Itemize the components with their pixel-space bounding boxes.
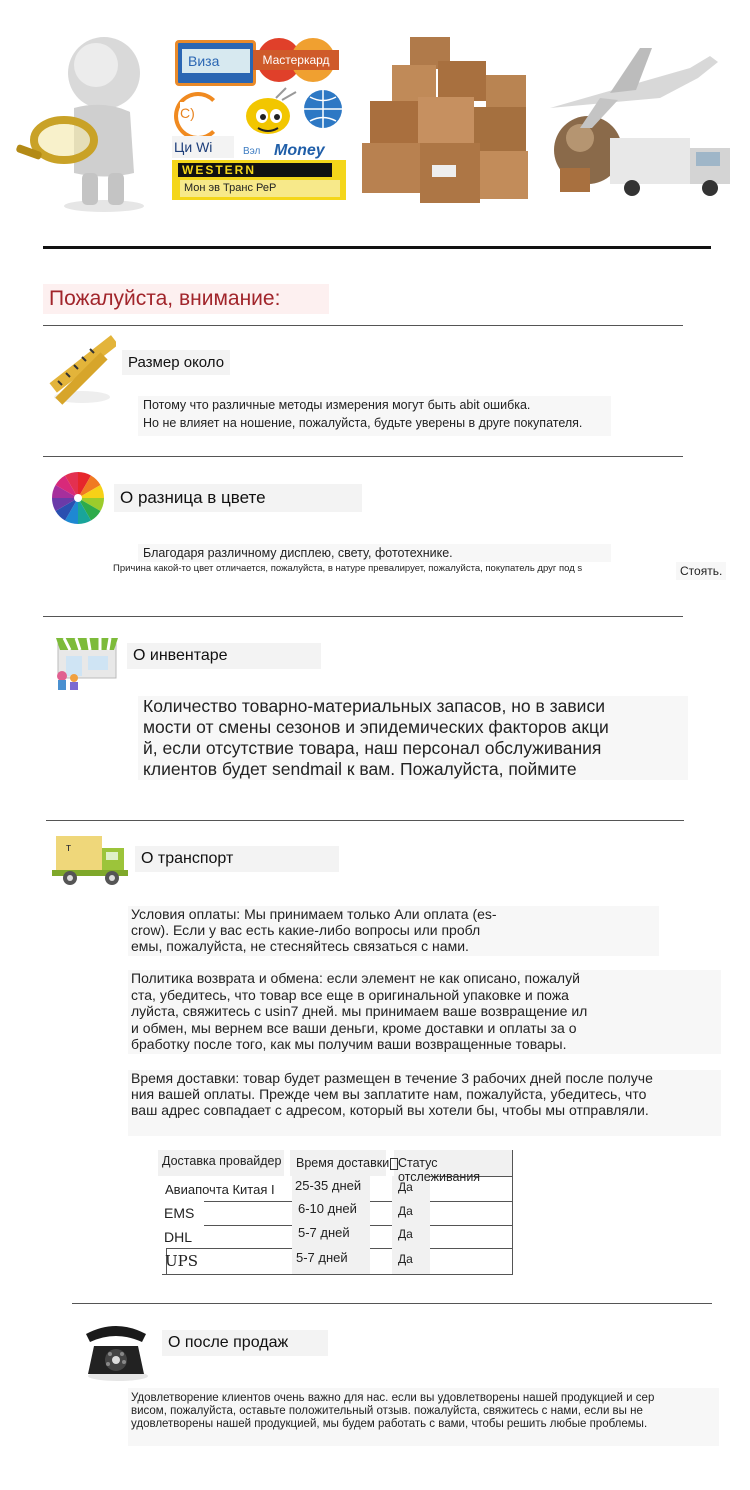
mastercard-logo xyxy=(253,38,339,82)
color-wheel-icon xyxy=(50,470,106,526)
delivery-line: ния вашей оплаты. Прежде чем вы заплатите нам, пожалуйста, убедитесь, что xyxy=(131,1086,647,1102)
size-line-1: Потому что различные методы измерения могут быть abit ошибка. xyxy=(143,398,531,412)
truck-icon-letter: т xyxy=(66,842,72,854)
delivery-text xyxy=(128,1070,721,1136)
banner xyxy=(0,0,750,225)
ruler-icon xyxy=(44,335,116,405)
row-provider: DHL xyxy=(164,1229,193,1245)
shipping-table xyxy=(162,1150,513,1275)
row-time: 25-35 дней xyxy=(295,1178,362,1193)
returns-line: ста, убедитесь, что товар все еще в оригинальной упаковке и пожа xyxy=(131,986,569,1003)
aftersales-line: Удовлетворение клиентов очень важно для нас. если вы удовлетворены нашей продукцией и сер xyxy=(131,1392,655,1404)
webmoney-globe-icon xyxy=(302,88,344,130)
row-time: 6-10 дней xyxy=(298,1201,357,1216)
size-title: Размер около xyxy=(122,350,230,375)
banner-divider xyxy=(43,246,711,249)
plane-truck-icon xyxy=(540,38,740,203)
header-provider: Доставка провайдер xyxy=(162,1154,282,1168)
returns-line: Политика возврата и обмена: если элемент не как описано, пожалуй xyxy=(131,970,580,986)
money-transfer-label: Мон эв Транс РеР xyxy=(180,180,340,197)
color-text-2-tail: Стоять. xyxy=(676,562,726,580)
western-union-logo xyxy=(172,160,346,200)
payment-line: емы, пожалуйста, не стесняйтесь связаться с нами. xyxy=(131,938,469,954)
qiwi-logo xyxy=(172,92,232,134)
visa-logo xyxy=(175,40,256,86)
payment-text xyxy=(128,906,659,956)
aftersales-line: висом, пожалуйста, оставьте положительный отзыв. пожалуйста, свяжитесь с нами, если вы не xyxy=(131,1405,643,1417)
color-title: О разница в цвете xyxy=(114,484,362,512)
delivery-line: Время доставки: товар будет размещен в течение 3 рабочих дней после получе xyxy=(131,1070,653,1086)
mastercard-label: Мастеркард xyxy=(253,50,339,70)
row-status: Да xyxy=(398,1204,413,1218)
aftersales-title: О после продаж xyxy=(162,1330,328,1356)
aftersales-line: удовлетворены нашей продукцией, мы будем работать с вами, чтобы решить любые проблемы. xyxy=(131,1418,648,1430)
delivery-truck-icon xyxy=(52,830,130,888)
qiwi-short-label: С) xyxy=(180,102,208,124)
payment-line: Условия оплаты: Мы принимаем только Али оплата (es- xyxy=(131,906,497,922)
returns-line: бработку после того, как мы получим ваши возвращенные товары. xyxy=(131,1036,567,1052)
header-status: Статус отслеживания xyxy=(398,1156,481,1184)
payment-line: crow). Если у вас есть какие-либо вопросы или пробл xyxy=(131,922,481,938)
delivery-line: ваш адрес совпадает с адресом, который вы хотели бы, чтобы мы отправляли. xyxy=(131,1102,649,1118)
color-text-2: Причина какой-то цвет отличается, пожалуйста, в натуре превалирует, пожалуйста, покупатель друг под s xyxy=(113,563,583,574)
divider xyxy=(46,820,684,821)
missing-glyph-icon xyxy=(390,1158,398,1170)
inventory-line: Количество товарно-материальных запасов, но в зависи xyxy=(143,696,605,716)
attention-heading: Пожалуйста, внимание: xyxy=(43,284,329,314)
webmoney-small-label: Вэл xyxy=(243,144,273,160)
color-text-1: Благодаря различному дисплею, свету, фототехнике. xyxy=(138,544,611,562)
row-status: Да xyxy=(398,1252,413,1266)
store-icon xyxy=(52,626,122,692)
telephone-icon xyxy=(80,1316,152,1382)
row-provider: UPS xyxy=(165,1252,199,1270)
returns-text xyxy=(128,970,721,1054)
size-text xyxy=(138,396,611,436)
qiwi-label: Ци Wi xyxy=(172,136,234,158)
divider xyxy=(43,456,683,457)
transport-title: О транспорт xyxy=(135,846,339,872)
row-status: Да xyxy=(398,1227,413,1241)
divider xyxy=(72,1303,712,1304)
webmoney-label: Money xyxy=(274,142,325,159)
boxes-icon xyxy=(362,35,532,210)
divider xyxy=(43,325,683,326)
header-time: Время доставки xyxy=(296,1156,390,1170)
inventory-line: клиентов будет sendmail к вам. Пожалуйста, поймите xyxy=(143,759,577,779)
inventory-title: О инвентаре xyxy=(127,643,321,669)
magnifier-person-icon xyxy=(12,28,152,213)
inventory-line: мости от смены сезонов и эпидемических факторов акци xyxy=(143,717,609,737)
returns-line: и обмен, мы вернем все ваши деньги, кроме доставки и оплаты за о xyxy=(131,1019,577,1036)
inventory-line: й, если отсутствие товара, наш персонал обслуживания xyxy=(143,738,602,758)
webmoney-bee-icon xyxy=(236,86,300,142)
western-label: WESTERN xyxy=(178,163,332,177)
aftersales-text xyxy=(128,1388,719,1446)
divider xyxy=(43,616,683,617)
row-status: Да xyxy=(398,1180,413,1194)
returns-line: луйста, свяжитесь с usin7 дней. мы принимаем ваше возвращение ил xyxy=(131,1003,588,1019)
visa-label: Виза xyxy=(182,49,250,73)
row-provider: Авиапочта Китая I xyxy=(165,1182,275,1197)
inventory-text xyxy=(138,696,688,780)
size-line-2: Но не влияет на ношение, пожалуйста, будьте уверены в друге покупателя. xyxy=(143,416,583,430)
row-provider: EMS xyxy=(164,1205,195,1221)
row-time: 5-7 дней xyxy=(298,1225,350,1240)
row-time: 5-7 дней xyxy=(296,1250,348,1265)
